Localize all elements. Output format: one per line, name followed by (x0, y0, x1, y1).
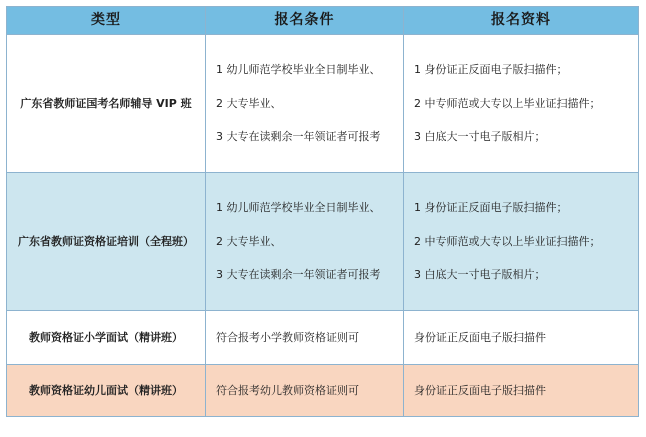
material-item: 3 白底大一寸电子版相片； (414, 268, 546, 282)
row-materials (404, 173, 639, 311)
condition-item: 3 大专在读剩余一年领证者可报考 (216, 268, 381, 282)
material-item: 3 白底大一寸电子版相片； (414, 130, 546, 144)
condition-item: 3 大专在读剩余一年领证者可报考 (216, 130, 381, 144)
condition-item: 2 大专毕业、 (216, 234, 282, 248)
material-item: 2 中专师范或大专以上毕业证扫描件； (414, 96, 601, 110)
row-type: 教师资格证幼儿面试（精讲班） (7, 365, 206, 417)
material-item: 1 身份证正反面电子版扫描件； (414, 62, 568, 76)
row-type: 广东省教师证资格证培训（全程班） (7, 173, 206, 311)
row-condition: 符合报考幼儿教师资格证则可 (206, 365, 404, 417)
row-material: 身份证正反面电子版扫描件 (404, 311, 639, 365)
row-materials (404, 35, 639, 173)
table-row (7, 173, 639, 311)
condition-item: 1 幼儿师范学校毕业全日制毕业、 (216, 200, 381, 214)
row-conditions (206, 35, 404, 173)
header-conditions: 报名条件 (206, 7, 404, 35)
row-material: 身份证正反面电子版扫描件 (404, 365, 639, 417)
header-materials: 报名资料 (404, 7, 639, 35)
material-item: 2 中专师范或大专以上毕业证扫描件； (414, 234, 601, 248)
table-row (7, 35, 639, 173)
header-type: 类型 (7, 7, 206, 35)
row-type: 广东省教师证国考名师辅导 VIP 班 (7, 35, 206, 173)
row-condition: 符合报考小学教师资格证则可 (206, 311, 404, 365)
condition-item: 2 大专毕业、 (216, 96, 282, 110)
table-row (7, 365, 639, 417)
condition-item: 1 幼儿师范学校毕业全日制毕业、 (216, 62, 381, 76)
table-row (7, 311, 639, 365)
row-type: 教师资格证小学面试（精讲班） (7, 311, 206, 365)
registration-table (6, 6, 639, 417)
table-header-row (7, 7, 639, 35)
row-conditions (206, 173, 404, 311)
material-item: 1 身份证正反面电子版扫描件； (414, 200, 568, 214)
registration-table-wrapper (6, 6, 638, 417)
